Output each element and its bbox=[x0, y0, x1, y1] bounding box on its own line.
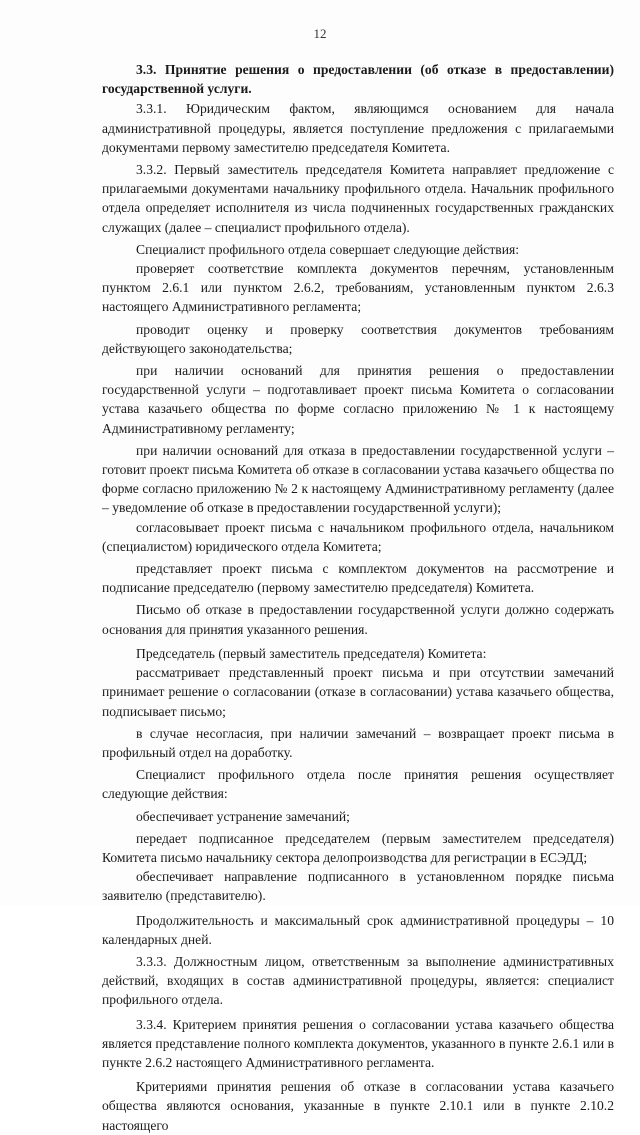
paragraph: Специалист профильного отдела совершает следующие действия: bbox=[136, 241, 520, 257]
page-number: 12 bbox=[313, 26, 327, 41]
paragraph: согласовывает проект письма с начальником профильного отдела, начальником (специалистом) юридического отдела Комитета; bbox=[102, 519, 614, 554]
paragraph: передает подписанное председателем (первым заместителем председателя) Комитета письмо начальнику сектора делопроизводства для регистрации в ЕСЭДД; bbox=[102, 830, 614, 865]
paragraph: 3.3.1. Юридическим фактом, являющимся основанием для начала административной процедуры, является поступление предложения с прилагаемыми документами первому заместителю председателя Комитета. bbox=[102, 101, 614, 155]
paragraph: 3.3.2. Первый заместитель председателя Комитета направляет предложение с прилагаемыми документами начальнику профильного отдела. Начальник профильного отдела определяет исполнителя из числа подчиненных государственных гражданских служащих (далее – специалист профильного отдела). bbox=[102, 162, 614, 235]
paragraph: Письмо об отказе в предоставлении государственной услуги должно содержать основания для принятия указанного решения. bbox=[102, 602, 614, 637]
paragraph: обеспечивает устранение замечаний; bbox=[136, 808, 350, 824]
paragraph: проверяет соответствие комплекта документов перечням, установленным пунктом 2.6.1 или пунктом 2.6.2, требованиям, установленным пунктом 2.6.3 настоящего Административного регламента; bbox=[102, 261, 614, 315]
paragraph: при наличии оснований для принятия решения о предоставлении государственной услуги – подготавливает проект письма Комитета о согласовании устава казачьего общества по форме согласно приложению № 1 к настоящему Административному регламенту; bbox=[102, 363, 614, 436]
paragraph: Критериями принятия решения об отказе в согласовании устава казачьего общества являются основания, указанные в пункте 2.10.1 или в пункте 2.10.2 настоящего bbox=[102, 1079, 614, 1133]
paragraph: Председатель (первый заместитель председателя) Комитета: bbox=[136, 645, 487, 661]
section-heading: 3.3. Принятие решения о предоставлении (об отказе в предоставлении) государственной услуги. bbox=[102, 62, 614, 97]
paragraph: Продолжительность и максимальный срок административной процедуры – 10 календарных дней. bbox=[102, 912, 614, 947]
paragraph: 3.3.3. Должностным лицом, ответственным за выполнение административных действий, входящих в состав административной процедуры, является: специалист профильного отдела. bbox=[102, 953, 614, 1008]
paragraph: при наличии оснований для отказа в предоставлении государственной услуги – готовит проект письма Комитета об отказе в согласовании устава казачьего общества по форме согласно приложению № 2 к настоящему Административному регламенту (далее – уведомление об отказе в предоставлении государственной услуги); bbox=[102, 442, 614, 516]
paragraph: 3.3.4. Критерием принятия решения о согласовании устава казачьего общества является представление полного комплекта документов, указанного в пункте 2.6.1 или в пункте 2.6.2 настоящего Административного регламента. bbox=[102, 1016, 614, 1070]
paragraph: представляет проект письма с комплектом документов на рассмотрение и подписание председателю (первому заместителю председателя) Комитета. bbox=[102, 561, 614, 596]
paragraph: проводит оценку и проверку соответствия документов требованиям действующего законодательства; bbox=[102, 321, 614, 356]
paragraph: Специалист профильного отдела после принятия решения осуществляет следующие действия: bbox=[102, 767, 614, 802]
paragraph: рассматривает представленный проект письма и при отсутствии замечаний принимает решение о согласовании (отказе в согласовании) устава казачьего общества, подписывает письмо; bbox=[102, 665, 614, 719]
paragraph: в случае несогласия, при наличии замечаний – возвращает проект письма в профильный отдел на доработку. bbox=[102, 725, 614, 760]
paragraph: обеспечивает направление подписанного в установленном порядке письма заявителю (представителю). bbox=[102, 869, 614, 904]
document-body bbox=[102, 60, 614, 1135]
